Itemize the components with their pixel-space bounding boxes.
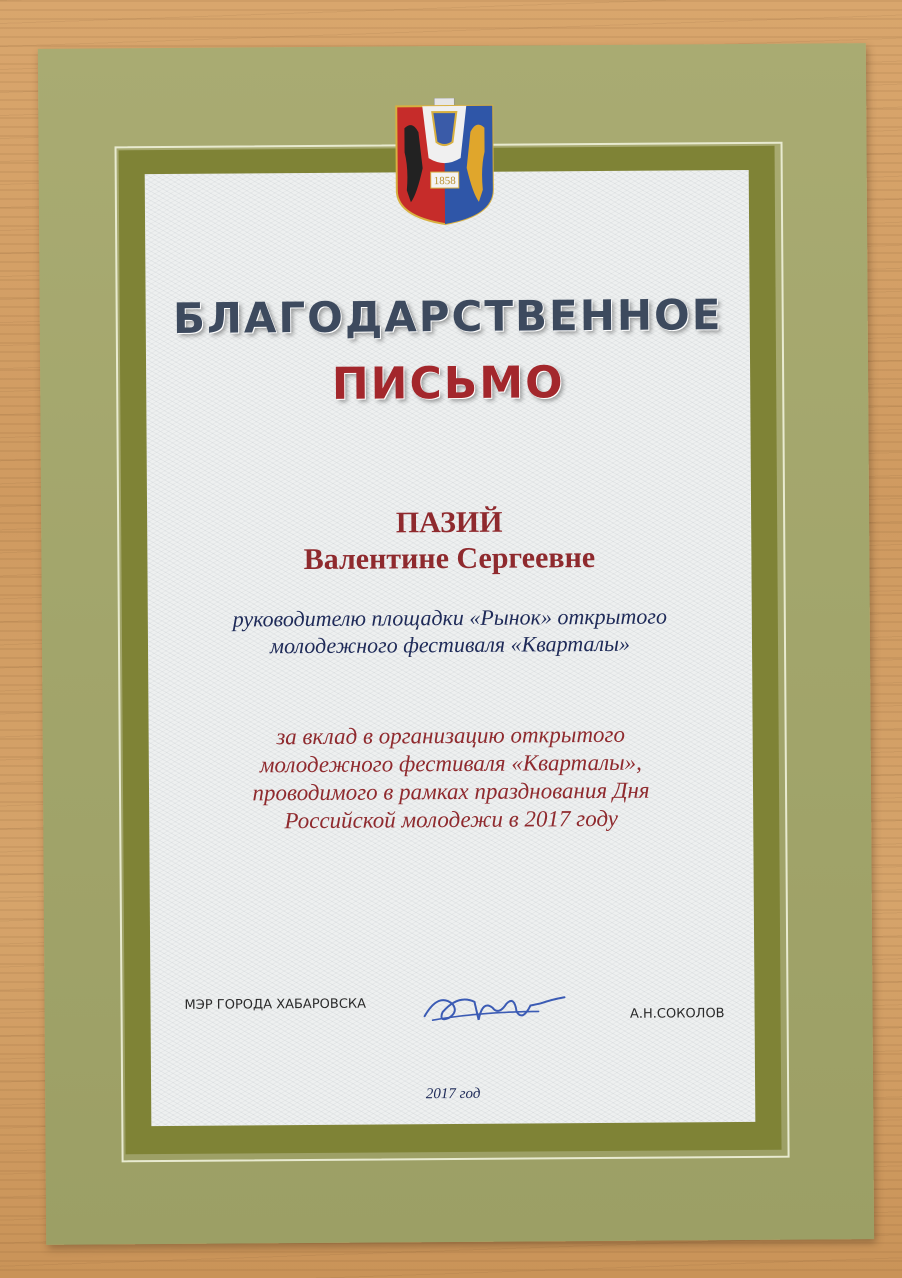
- reason-line: Российской молодежи в 2017 году: [284, 805, 619, 834]
- coat-of-arms-icon: [394, 98, 495, 227]
- signatory-name: А.Н.СОКОЛОВ: [629, 1006, 725, 1022]
- signatory-title: МЭР ГОРОДА ХАБАРОВСКА: [184, 996, 367, 1013]
- role-line: молодежного фестиваля «Кварталы»: [269, 630, 631, 659]
- recipient-name: Валентине Сергеевне: [303, 541, 596, 577]
- title-line-2: ПИСЬМО: [331, 357, 565, 410]
- role-line: руководителю площадки «Рынок» открытого: [232, 603, 668, 632]
- crest-inner-shield: [432, 112, 456, 145]
- recipient-surname: ПАЗИЙ: [395, 505, 503, 540]
- reason-line: за вклад в организацию открытого: [276, 721, 626, 750]
- crest-year: 1858: [433, 174, 456, 188]
- certificate-sheet: [38, 43, 874, 1245]
- title-line-1: БЛАГОДАРСТВЕННОЕ: [172, 290, 723, 343]
- document-year: 2017 год: [425, 1085, 481, 1103]
- handwritten-signature: [418, 981, 568, 1032]
- recipient-role: [148, 602, 752, 660]
- signature-row: [184, 988, 724, 1032]
- award-reason: [149, 720, 754, 836]
- reason-line: проводимого в рамках празднования Дня: [252, 777, 650, 806]
- signature-stroke: [424, 997, 564, 1020]
- reason-line: молодежного фестиваля «Кварталы»,: [259, 749, 642, 778]
